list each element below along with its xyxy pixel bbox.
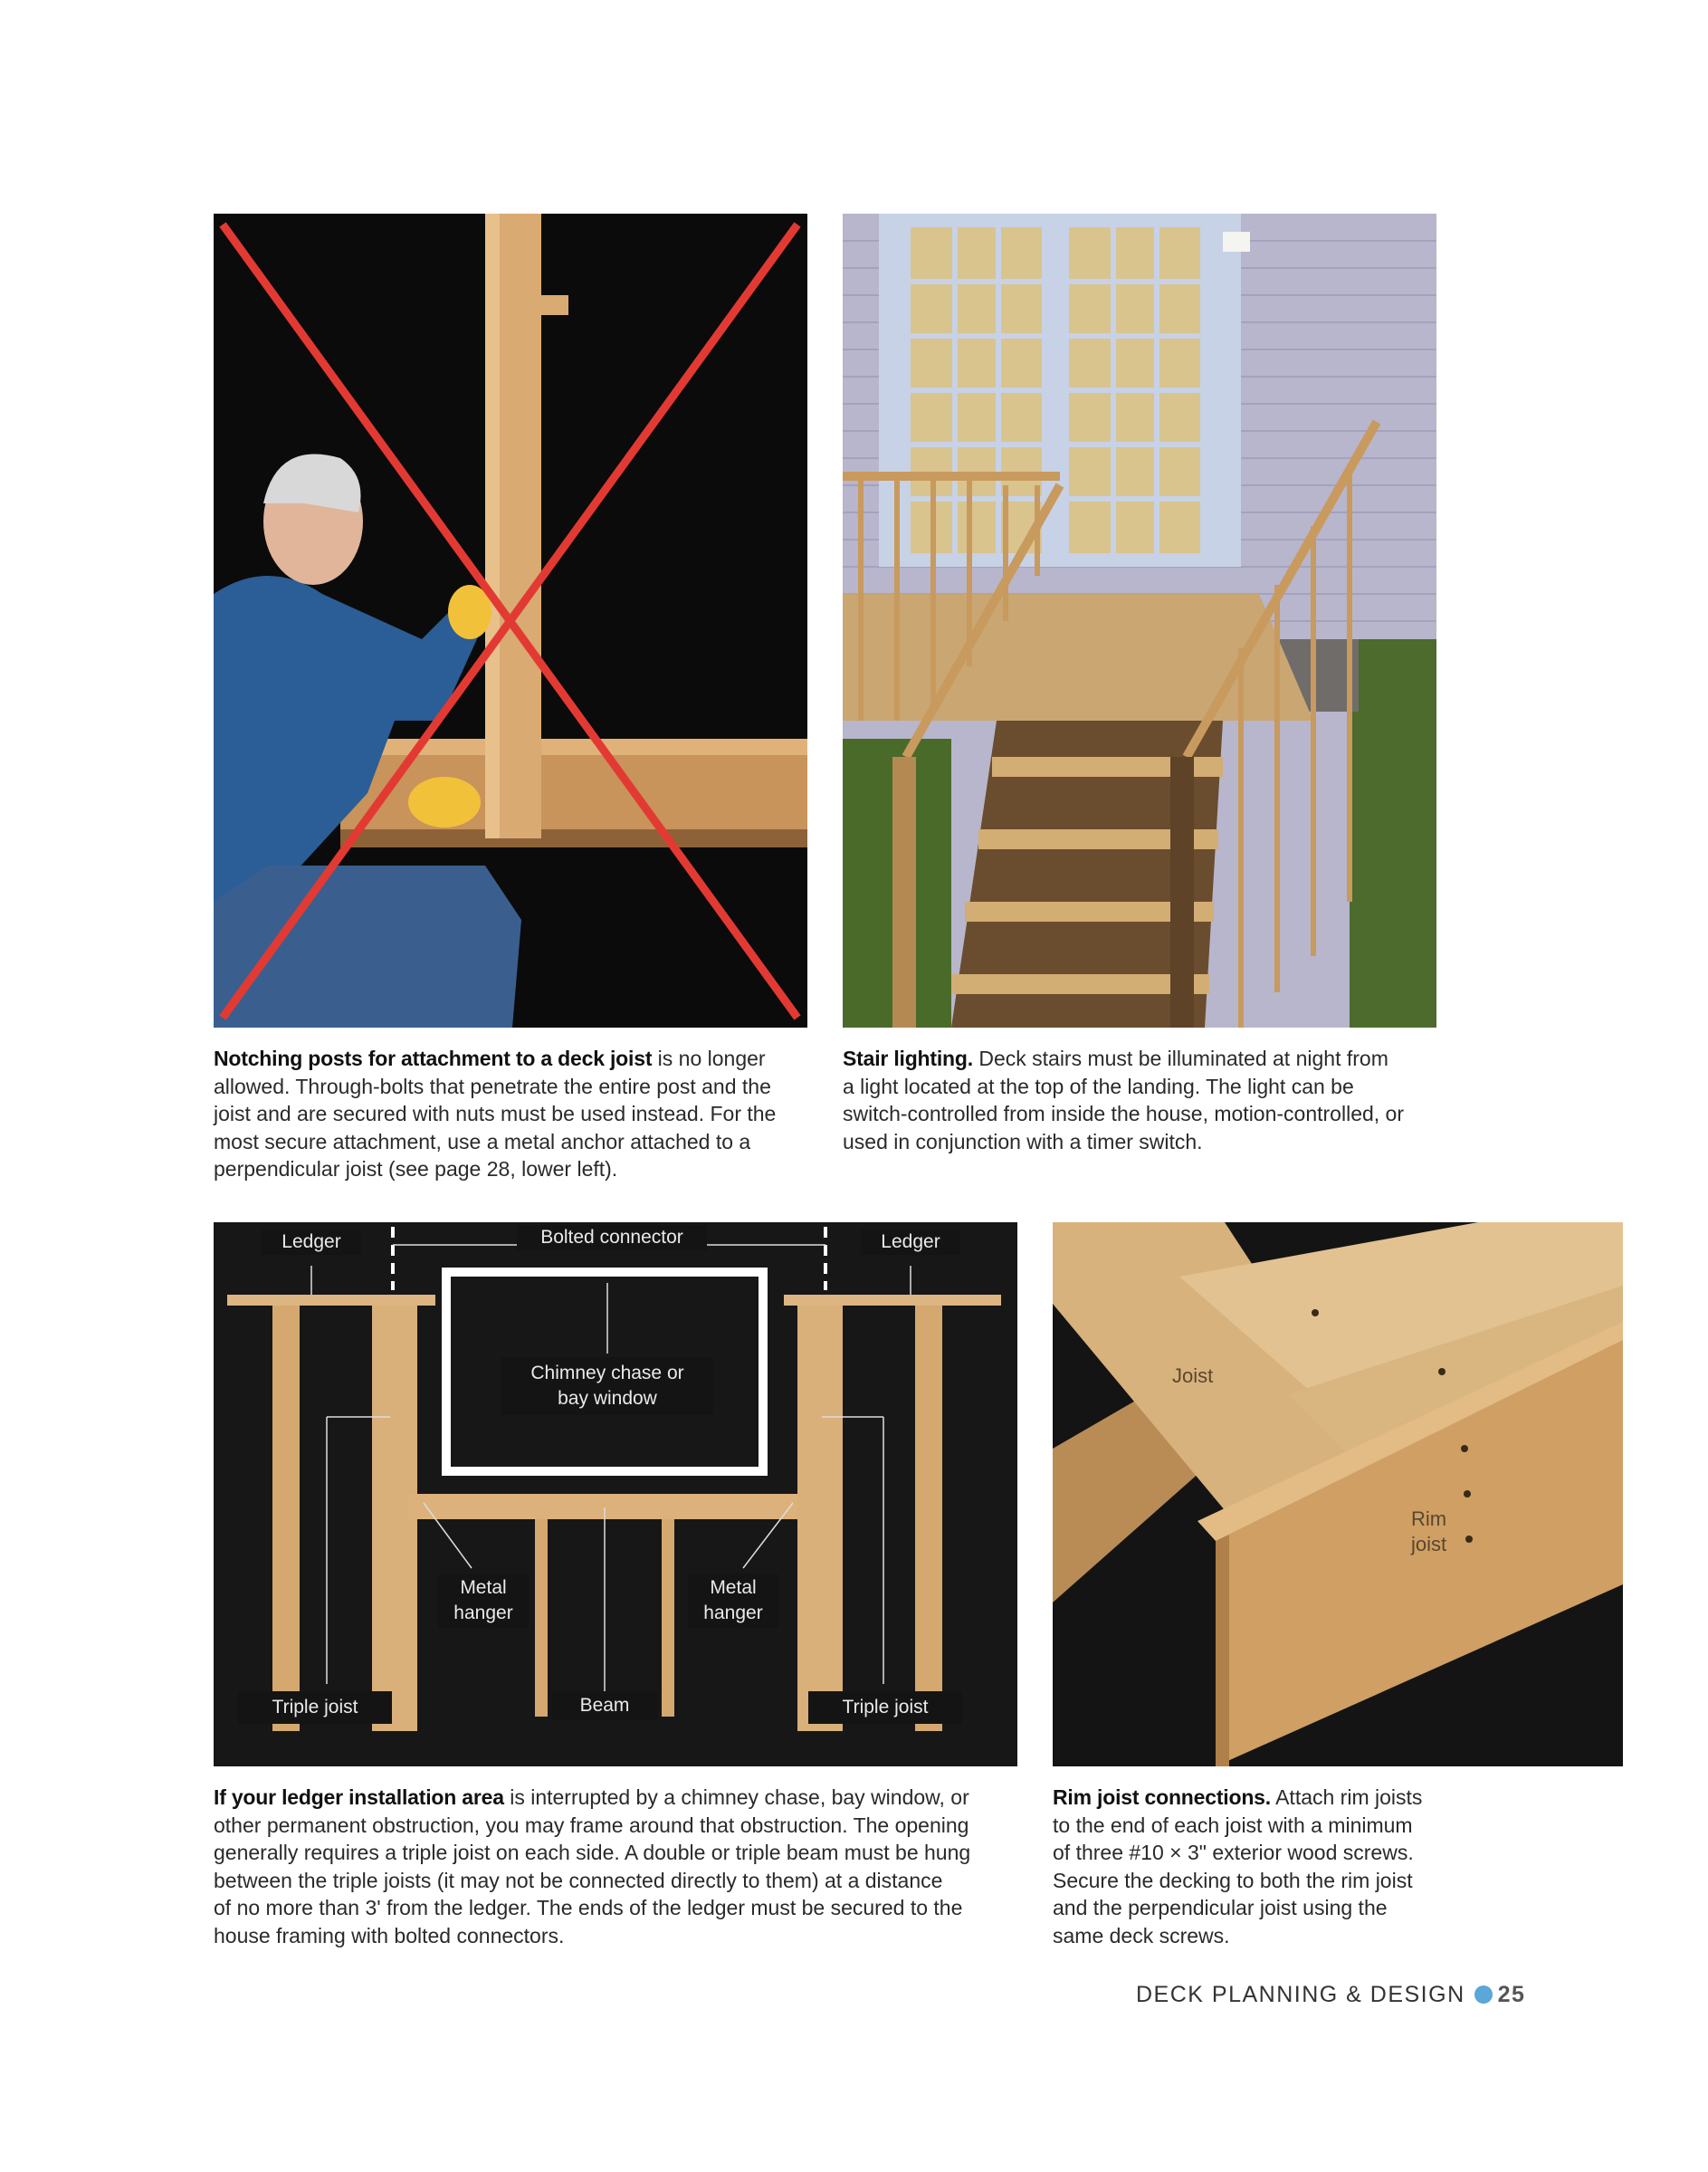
ledger-caption-line: house framing with bolted connectors. [214, 1923, 565, 1947]
ledger-caption-lead: If your ledger installation area [214, 1785, 504, 1809]
notching-caption-line: perpendicular joist (see page 28, lower left). [214, 1157, 618, 1181]
triple-joist-right-text: Triple joist [842, 1697, 929, 1718]
ledger-caption-line: between the triple joists (it may not be connected directly to them) at a distance [214, 1868, 943, 1892]
stair-lighting-photo [843, 214, 1436, 1028]
page-footer [1136, 1982, 1526, 2013]
joist-label [1172, 1363, 1213, 1389]
rim-joist-line-1: Rim [1411, 1507, 1447, 1530]
rim-caption-lead: Rim joist connections. [1053, 1785, 1271, 1809]
ledger-caption-line: other permanent obstruction, you may frame around that obstruction. The opening [214, 1813, 969, 1837]
rim-caption-line: of three #10 × 3" exterior wood screws. [1053, 1841, 1414, 1864]
triple-joist-left-label [238, 1691, 392, 1724]
rim-joist-caption [1053, 1784, 1451, 1949]
metal-hanger-right-line-1: Metal [710, 1577, 757, 1598]
bullet-dot-icon [1474, 1985, 1493, 2004]
framing-illustration [214, 1222, 1017, 1766]
ledger-caption-line: is interrupted by a chimney chase, bay window, or [503, 1785, 969, 1809]
ledger-right-label [861, 1230, 960, 1255]
ledger-right-text: Ledger [881, 1231, 940, 1252]
notched-post-photo [214, 214, 807, 1028]
page-number: 25 [1497, 1982, 1526, 2007]
metal-hanger-left-line-1: Metal [460, 1577, 507, 1598]
metal-hanger-right-line-2: hanger [703, 1603, 763, 1623]
metal-hanger-left-line-2: hanger [453, 1603, 513, 1623]
triple-joist-right-label [808, 1691, 962, 1724]
rim-caption-line: and the perpendicular joist using the [1053, 1896, 1388, 1919]
rim-caption-line: to the end of each joist with a minimum [1053, 1813, 1413, 1837]
rim-joist-illustration [1053, 1222, 1623, 1766]
stair-caption-line: a light located at the top of the landing. The light can be [843, 1074, 1354, 1098]
rim-caption-line: Attach rim joists [1270, 1785, 1423, 1809]
stair-caption-lead: Stair lighting. [843, 1047, 973, 1070]
beam-label [551, 1691, 658, 1720]
notched-post-illustration [214, 214, 807, 1028]
triple-joist-left-text: Triple joist [272, 1697, 358, 1718]
notching-caption-lead: Notching posts for attachment to a deck joist [214, 1047, 653, 1070]
chimney-line-1: Chimney chase or [530, 1363, 684, 1383]
ledger-framing-diagram [214, 1222, 1017, 1766]
metal-hanger-left-label [438, 1574, 529, 1628]
stair-lighting-illustration [843, 214, 1436, 1028]
section-title: DECK PLANNING & DESIGN [1136, 1982, 1465, 2007]
bolted-connector-text: Bolted connector [540, 1227, 683, 1248]
rim-caption-line: same deck screws. [1053, 1923, 1230, 1947]
notching-caption-line: most secure attachment, use a metal anchor attached to a [214, 1129, 751, 1153]
rim-caption-line: Secure the decking to both the rim joist [1053, 1868, 1413, 1892]
metal-hanger-right-label [688, 1574, 778, 1628]
stair-caption-line: switch-controlled from inside the house, motion-controlled, or [843, 1102, 1405, 1125]
notching-caption [214, 1045, 811, 1183]
joist-text: Joist [1172, 1364, 1214, 1387]
ledger-left-label [262, 1230, 361, 1255]
chimney-line-2: bay window [558, 1388, 657, 1409]
rim-joist-photo [1053, 1222, 1623, 1766]
stair-lighting-caption [843, 1045, 1440, 1155]
ledger-caption-line: generally requires a triple joist on each side. A double or triple beam must be hung [214, 1841, 971, 1864]
stair-caption-line: Deck stairs must be illuminated at night from [972, 1047, 1388, 1070]
bolted-connector-label [517, 1225, 707, 1250]
notching-caption-line: is no longer [652, 1047, 766, 1070]
rim-joist-label [1411, 1507, 1446, 1557]
ledger-left-text: Ledger [281, 1231, 341, 1252]
beam-text: Beam [579, 1695, 630, 1716]
notching-caption-line: allowed. Through-bolts that penetrate the entire post and the [214, 1074, 771, 1098]
ledger-caption [214, 1784, 1028, 1949]
chimney-chase-label [501, 1357, 713, 1415]
ledger-caption-line: of no more than 3' from the ledger. The ends of the ledger must be secured to the [214, 1896, 963, 1919]
rim-joist-line-2: joist [1411, 1533, 1447, 1555]
notching-caption-line: joist and are secured with nuts must be used instead. For the [214, 1102, 777, 1125]
stair-caption-line: used in conjunction with a timer switch. [843, 1129, 1203, 1153]
